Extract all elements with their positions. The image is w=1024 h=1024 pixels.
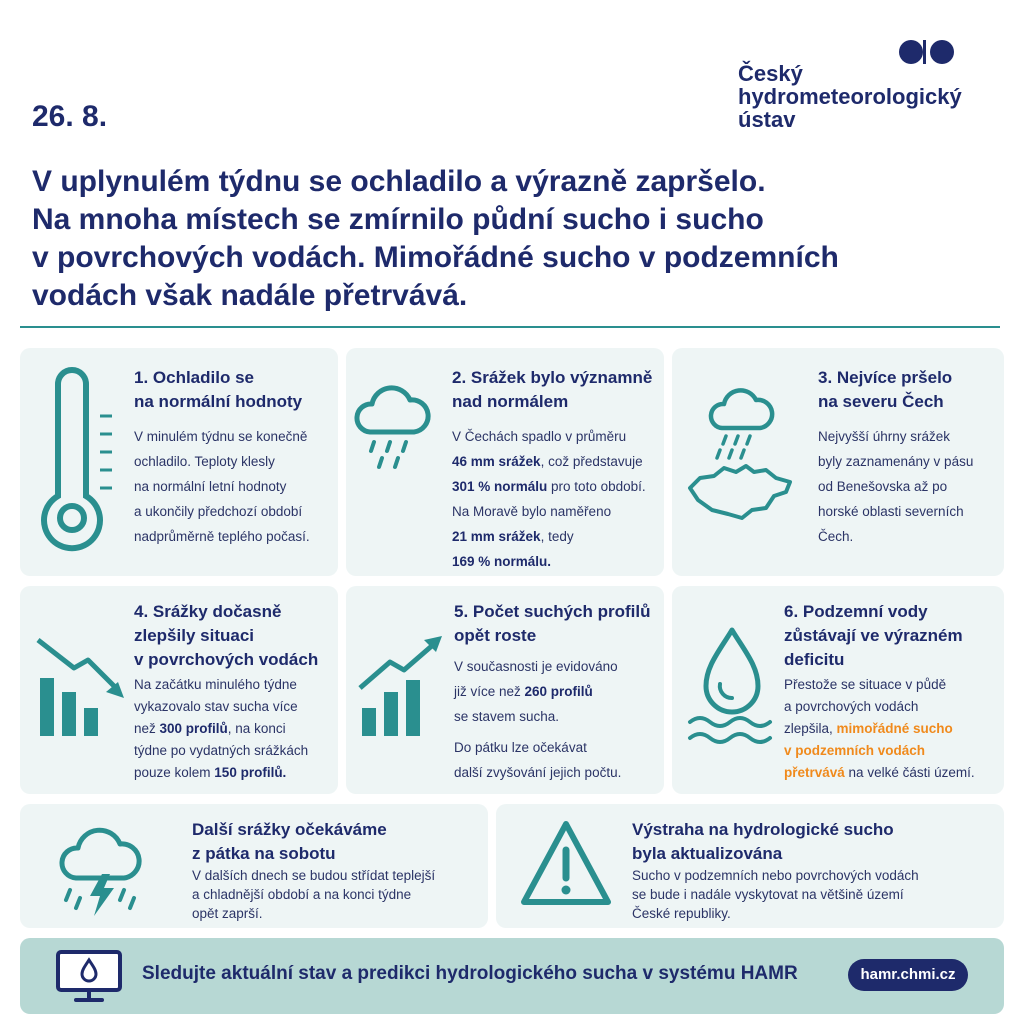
card-surface-water [20,586,338,794]
card-title-line: Výstraha na hydrologické sucho [632,820,894,839]
rain-cloud-icon [352,376,432,476]
body-line: Nejvyšší úhrny srážek [818,429,951,444]
card-precipitation [346,348,664,576]
body-text: pouze kolem [134,765,215,780]
hamr-banner [20,938,1004,1014]
rain-cloud-map-icon [682,384,802,534]
card-cooling [20,348,338,576]
card-title-line: deficitu [784,650,845,669]
card-dry-profiles [346,586,664,794]
headline [32,163,992,315]
highlight-text: mimořádné sucho [836,721,953,736]
card-title-line: na normální hodnoty [134,392,303,411]
body-line: opět zaprší. [192,906,263,921]
logo-line: hydrometeorologický [738,84,962,109]
card-title-line: v povrchových vodách [134,650,319,669]
body-line [452,474,646,499]
card-title-line: 3. Nejvíce pršelo [818,368,953,387]
card-title-line: 4. Srážky dočasně [134,602,282,621]
card-title-line: nad normálem [452,392,569,411]
card-title-line: Další srážky očekáváme [192,820,387,839]
body-line: byly zaznamenány v pásu [818,454,974,469]
body-line: nadprůměrně teplého počasí. [134,529,310,544]
card-title-line: 2. Srážek bylo významně [452,368,653,387]
card-warning [496,804,1004,928]
body-line [784,718,975,740]
body-line [454,679,621,704]
body-line: vykazovalo stav sucha více [134,699,298,714]
date: 26. 8. [32,100,108,133]
body-line: Sucho v podzemních nebo povrchových vodách [632,868,919,883]
card-body [134,424,310,549]
highlight-value: 300 profilů [159,721,228,736]
body-line: horské oblasti severních [818,504,964,519]
body-line: týdne po vydatných srážkách [134,743,309,758]
hamr-link-button[interactable]: hamr.chmi.cz [848,959,968,991]
body-line [452,549,646,574]
card-title [452,366,652,414]
body-line: Přestože se situace v půdě [784,677,947,692]
body-line: se bude i nadále vyskytovat na většině území [632,887,904,902]
card-body [454,654,621,785]
body-line: ochladilo. Teploty klesly [134,454,275,469]
body-line [452,449,646,474]
body-line: Čech. [818,529,854,544]
body-line: další zvyšování jejich počtu. [454,765,622,780]
body-text: než [134,721,160,736]
headline-line: V uplynulém týdnu se ochladilo a výrazně zapršelo. [32,165,766,198]
logo-line: Český [738,61,803,86]
card-body [632,866,919,923]
body-text: pro toto období. [547,479,646,494]
body-line [784,740,975,762]
rising-bars-icon [354,632,454,742]
body-text: zlepšila, [784,721,837,736]
card-title-line: 6. Podzemní vody [784,602,928,621]
highlight-value: 169 % normálu. [452,554,552,569]
body-line: V Čechách spadlo v průměru [452,429,627,444]
body-line: Do pátku lze očekávat [454,740,587,755]
card-title-line: 1. Ochladilo se [134,368,254,387]
card-title-line: zlepšily situaci [134,626,254,645]
card-title [134,600,318,672]
card-title-line: byla aktualizována [632,844,783,863]
logo-line: ústav [738,107,796,132]
headline-line: Na mnoha místech se zmírnilo půdní sucho i sucho [32,203,764,236]
body-line: na normální letní hodnoty [134,479,287,494]
card-title [134,366,302,414]
card-title [192,818,387,866]
body-text: , tedy [540,529,574,544]
body-line: České republiky. [632,906,731,921]
card-title [784,600,963,672]
card-title-line: opět roste [454,626,537,645]
card-groundwater [672,586,1004,794]
headline-line: vodách však nadále přetrvává. [32,279,468,312]
card-title [818,366,952,414]
body-line [134,762,308,784]
body-line [134,718,308,740]
body-line: V minulém týdnu se konečně [134,429,308,444]
monitor-drop-icon [54,948,124,1004]
body-line [452,524,646,549]
card-body [134,674,308,784]
water-drop-icon [682,622,782,752]
highlight-value: 21 mm srážek [452,529,541,544]
card-title [632,818,894,866]
falling-bars-icon [34,632,134,742]
storm-cloud-icon [54,820,150,920]
body-line: se stavem sucha. [454,709,560,724]
warning-icon [516,814,616,914]
highlight-value: 301 % normálu [452,479,548,494]
body-line [784,762,975,784]
body-line: a povrchových vodách [784,699,919,714]
body-line: a chladnější období a na konci týdne [192,887,412,902]
highlight-value: 150 profilů. [214,765,287,780]
body-line: Na Moravě bylo naměřeno [452,504,612,519]
body-text: na velké části území. [844,765,975,780]
highlight-text: přetrvává [784,765,845,780]
card-title [454,600,651,648]
divider [20,326,1000,328]
body-line: Na začátku minulého týdne [134,677,297,692]
body-text: , na konci [227,721,286,736]
highlight-text: v podzemních vodách [784,743,926,758]
card-body [452,424,646,574]
highlight-value: 46 mm srážek [452,454,541,469]
card-body [192,866,435,923]
card-north-bohemia [672,348,1004,576]
body-line: od Benešovska až po [818,479,948,494]
body-line: V současnosti je evidováno [454,659,618,674]
logo-text [738,62,962,131]
card-body [784,674,975,784]
card-title-line: zůstávají ve výrazném [784,626,963,645]
body-line: V dalších dnech se budou střídat teplejší [192,868,436,883]
card-forecast [20,804,488,928]
highlight-value: 260 profilů [524,684,593,699]
body-line: a ukončily předchozí období [134,504,303,519]
card-title-line: z pátka na sobotu [192,844,336,863]
card-body [818,424,973,549]
card-title-line: na severu Čech [818,392,944,411]
banner-text: Sledujte aktuální stav a predikci hydrologického sucha v systému HAMR [142,963,798,984]
thermometer-icon [38,366,118,556]
body-text: již více než [454,684,525,699]
headline-line: v povrchových vodách. Mimořádné sucho v podzemních [32,241,839,274]
body-text: , což představuje [540,454,643,469]
card-title-line: 5. Počet suchých profilů [454,602,651,621]
